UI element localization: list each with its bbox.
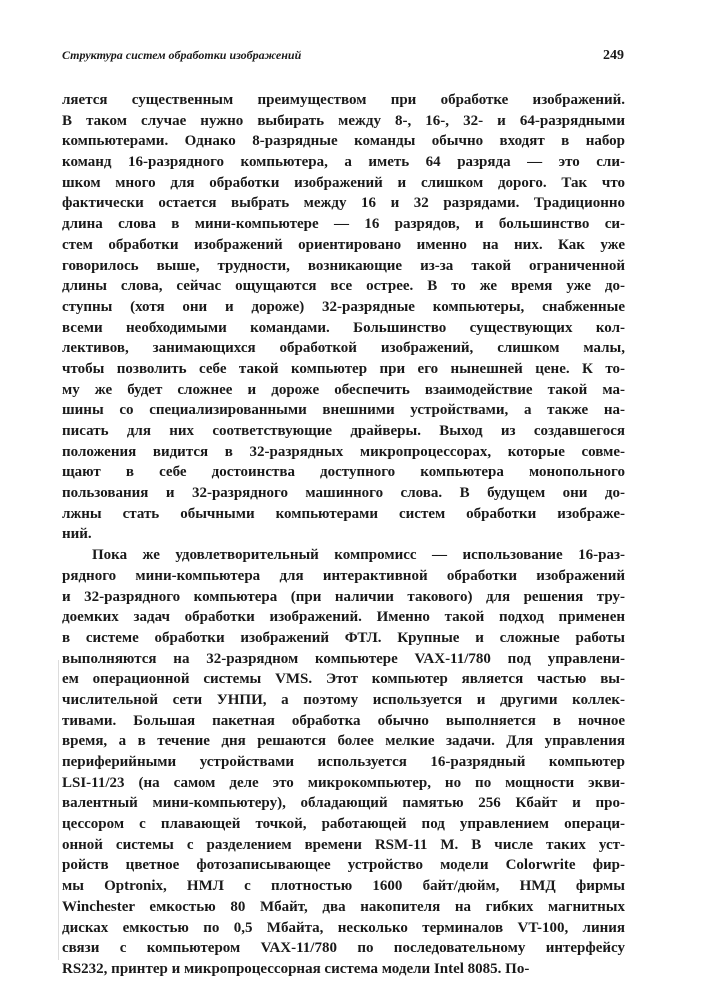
text-line: лективов, занимающихся обработкой изображений, слишком малы, [62, 340, 625, 357]
running-head [62, 48, 624, 66]
text-line: ступны (хотя они и дороже) 32-разрядные компьютеры, снабженные [62, 298, 625, 315]
text-line: рядного мини-компьютера для интерактивной обработки изображений [62, 567, 625, 584]
text-line: стем обработки изображений ориентировано именно на них. Как уже [62, 236, 625, 253]
text-line: писать для них соответствующие драйверы. Выход из создавшегося [62, 423, 625, 439]
text-line: выполняются на 32-разрядном компьютере VAX-11/780 под управлени- [62, 650, 625, 667]
page-number: 249 [603, 48, 624, 63]
text-line: онной системы с разделением времени RSM-11 M. В числе таких уст- [62, 836, 625, 853]
text-line: чтобы позволить себе такой компьютер при его нынешней цене. К то- [62, 360, 625, 377]
text-line: в системе обработки изображений ФТЛ. Крупные и сложные работы [62, 629, 625, 646]
text-line: LSI-11/23 (на самом деле это микрокомпьютер, но по мощности экви- [62, 774, 625, 791]
scan-edge-line [58, 660, 59, 960]
text-line: цессором с плавающей точкой, работающей под управлением операци- [62, 816, 625, 833]
text-line: числительной сети УНПИ, а поэтому используется и другими коллек- [62, 691, 625, 708]
text-line: лжны стать обычными компьютерами систем обработки изображе- [62, 505, 625, 522]
text-line: фактически остается выбрать между 16 и 32 разрядами. Традиционно [62, 195, 625, 212]
text-line: длина слова в мини-компьютере — 16 разрядов, и большинство си- [62, 216, 625, 233]
text-line: валентный мини-компьютеру), обладающий памятью 256 Кбайт и про- [62, 795, 625, 812]
text-line: щают в себе достоинства доступного компьютера монопольного [62, 464, 625, 481]
text-line: мы Optronix, НМЛ с плотностью 1600 байт/дюйм, НМД фирмы [62, 878, 625, 895]
text-line: говорилось выше, трудности, возникающие из-за такой ограниченной [62, 257, 625, 274]
text-line: В таком случае нужно выбирать между 8-, 16-, 32- и 64-разрядными [62, 112, 625, 129]
text-line: шком много для обработки изображений и слишком дорого. Так что [62, 174, 625, 191]
text-line: Пока же удовлетворительный компромисс — использование 16-раз- [92, 547, 625, 564]
text-line: компьютерами. Однако 8-разрядные команды обычно входят в набор [62, 133, 625, 150]
text-line: и 32-разрядного компьютера (при наличии такового) для решения тру- [62, 588, 625, 605]
body-text [62, 90, 625, 980]
text-line: тивами. Большая пакетная обработка обычно выполняется в ночное [62, 712, 625, 729]
text-line: Winchester емкостью 80 Мбайт, два накопителя на гибких магнитных [62, 898, 625, 915]
running-head-title: Структура систем обработки изображений [62, 48, 302, 62]
text-line: всеми необходимыми командами. Большинство существующих кол- [62, 319, 625, 336]
text-line: ний. [62, 526, 92, 543]
text-line: ройств цветное фотозаписывающее устройство модели Colorwrite фир- [62, 857, 625, 874]
text-line: время, а в течение дня решаются более мелкие задачи. Для управления [62, 733, 625, 750]
text-line: длины слова, сейчас ощущаются все острее. В то же время уже до- [62, 278, 625, 295]
text-line: положения видится в 32-разрядных микропроцессорах, которые совме- [62, 443, 625, 460]
text-line: ем операционной системы VMS. Этот компьютер является частью вы- [62, 671, 625, 688]
text-line: дисках емкостью по 0,5 Мбайта, несколько терминалов VT-100, линия [62, 919, 625, 936]
text-line: команд 16-разрядного компьютера, а иметь 64 разряда — это сли- [62, 154, 625, 171]
text-line: пользования и 32-разрядного машинного слова. В будущем они до- [62, 485, 625, 502]
text-line: шины со специализированными внешними устройствами, а также на- [62, 402, 625, 419]
text-line: периферийными устройствами используется 16-разрядный компьютер [62, 754, 625, 770]
text-line: ляется существенным преимуществом при обработке изображений. [62, 92, 625, 108]
text-line: му же будет сложнее и дороже обеспечить взаимодействие такой ма- [62, 381, 625, 398]
text-line: связи с компьютером VAX-11/780 по последовательному интерфейсу [62, 940, 625, 957]
text-line: доемких задач обработки изображений. Именно такой подход применен [62, 609, 625, 626]
text-line: RS232, принтер и микропроцессорная система модели Intel 8085. По- [62, 960, 530, 977]
